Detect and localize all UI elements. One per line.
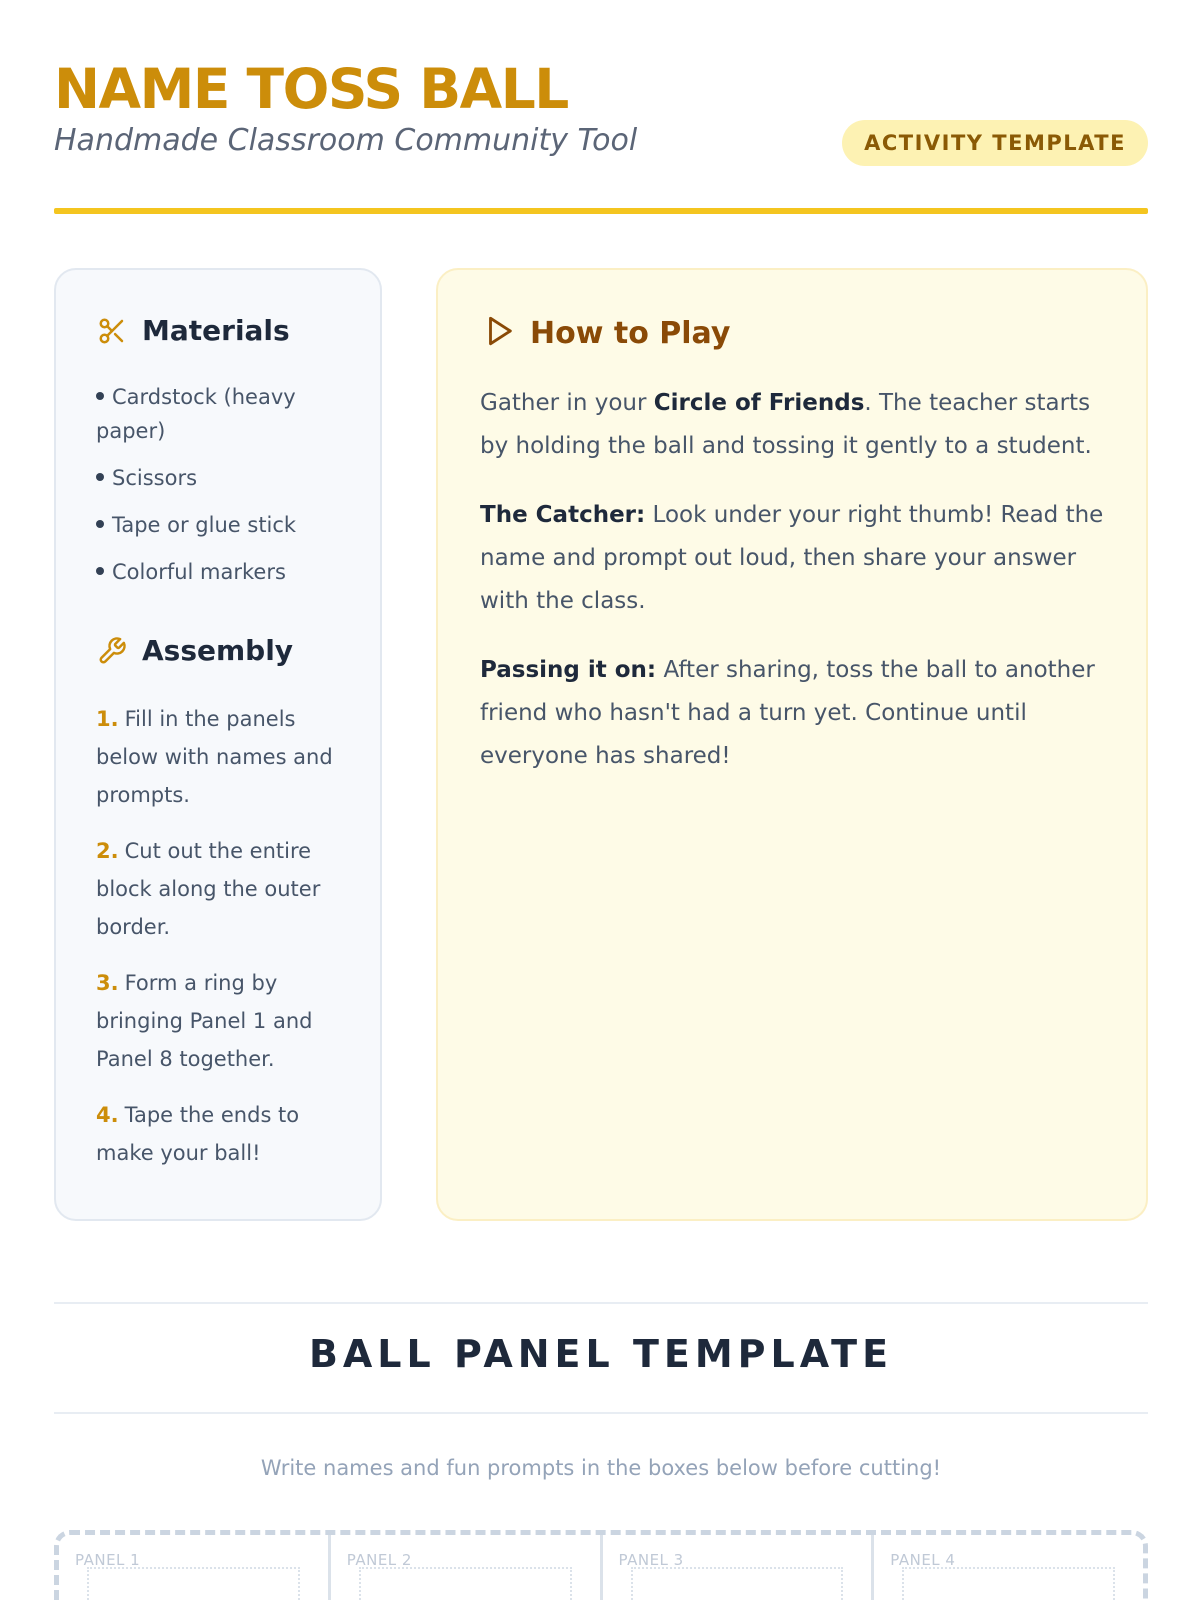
list-item: Colorful markers [96, 555, 356, 589]
panel-label: PANEL 1 [75, 1551, 141, 1569]
panel-write-box[interactable] [631, 1567, 844, 1600]
ball-panel-template [54, 1530, 1148, 1600]
page-subtitle: Handmade Classroom Community Tool [54, 123, 638, 158]
page-header [54, 58, 1148, 178]
header-divider [54, 208, 1148, 214]
how-to-play-card [436, 268, 1148, 1221]
materials-heading [96, 314, 290, 347]
section-divider [54, 1302, 1148, 1304]
panel-2[interactable] [331, 1535, 603, 1600]
panel-label: PANEL 2 [346, 1551, 412, 1569]
play-icon [482, 314, 516, 352]
materials-list [96, 380, 356, 602]
activity-badge: ACTIVITY TEMPLATE [842, 120, 1148, 166]
how-to-play-label: How to Play [530, 315, 731, 351]
panel-write-box[interactable] [359, 1567, 572, 1600]
panel-write-box[interactable] [87, 1567, 300, 1600]
play-paragraph-2: The Catcher: Look under your right thumb! Read the name and prompt out loud, then share your answer with the class. [480, 502, 1104, 614]
scissors-icon [96, 315, 128, 347]
panel-3[interactable] [603, 1535, 875, 1600]
panel-label: PANEL 4 [890, 1551, 956, 1569]
play-paragraph-1: Gather in your Circle of Friends. The teacher starts by holding the ball and tossing it gently to a student. [480, 390, 1092, 459]
list-item: Scissors [96, 461, 356, 495]
assembly-steps [96, 700, 356, 1190]
panel-label: PANEL 3 [618, 1551, 684, 1569]
materials-assembly-card [54, 268, 382, 1221]
template-title: BALL PANEL TEMPLATE [308, 1332, 894, 1376]
list-item: 1. Fill in the panels below with names and prompts. [96, 707, 333, 807]
template-subtitle: Write names and fun prompts in the boxes below before cutting! [260, 1456, 942, 1480]
panel-write-box[interactable] [902, 1567, 1115, 1600]
section-divider [54, 1412, 1148, 1414]
page-title: NAME TOSS BALL [54, 57, 568, 121]
play-paragraph-3: Passing it on: After sharing, toss the ball to another friend who hasn't had a turn yet. Continue until everyone has shared! [480, 657, 1095, 769]
materials-heading-label: Materials [142, 314, 290, 347]
panel-1[interactable] [59, 1535, 331, 1600]
list-item: 3. Form a ring by bringing Panel 1 and Panel 8 together. [96, 971, 313, 1071]
list-item: 4. Tape the ends to make your ball! [96, 1103, 300, 1165]
list-item: Cardstock (heavy paper) [96, 385, 296, 443]
panel-4[interactable] [874, 1535, 1143, 1600]
list-item: Tape or glue stick [96, 508, 356, 542]
how-to-play-body [480, 382, 1116, 804]
assembly-heading [96, 634, 293, 667]
assembly-heading-label: Assembly [142, 634, 294, 667]
wrench-icon [96, 635, 128, 667]
list-item: 2. Cut out the entire block along the outer border. [96, 839, 321, 939]
how-to-play-heading [482, 314, 730, 352]
